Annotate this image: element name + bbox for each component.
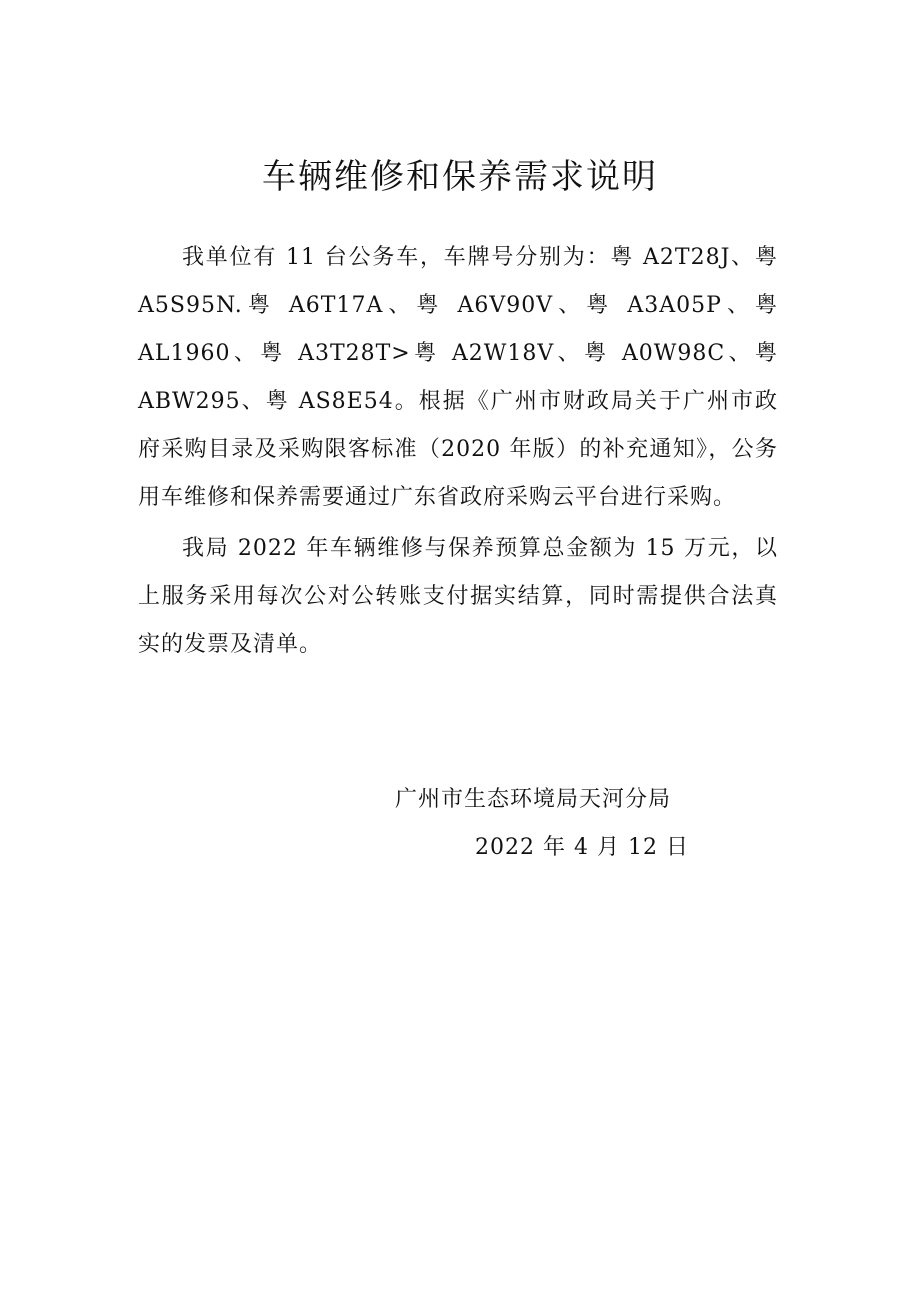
paragraph-budget: 我局 2022 年车辆维修与保养预算总金额为 15 万元，以上服务采用每次公对公转账支付据实结算，同时需提供合法真实的发票及清单。 (138, 536, 778, 657)
document-title: 车辆维修和保养需求说明 (262, 156, 658, 197)
paragraph-vehicle-list: 我单位有 11 台公务车，车牌号分别为：粤 A2T28J、粤 A5S95N.粤 A6T17A、粤 A6V90V、粤 A3A05P、粤 AL1960、粤 A3T28T>粤 A2W18V、粤 A0W98C、粤 ABW295、粤 AS8E54。根据《广州市财政局关于广州市政府采购目录及采购限客标准（2020 年版）的补充通知》，公务用车维修和保养需要通过广东省政府采购云平台进行采购。 (138, 245, 778, 510)
signature-date: 2022 年 4 月 12 日 (475, 835, 689, 860)
signature-organization: 广州市生态环境局天河分局 (395, 787, 672, 812)
